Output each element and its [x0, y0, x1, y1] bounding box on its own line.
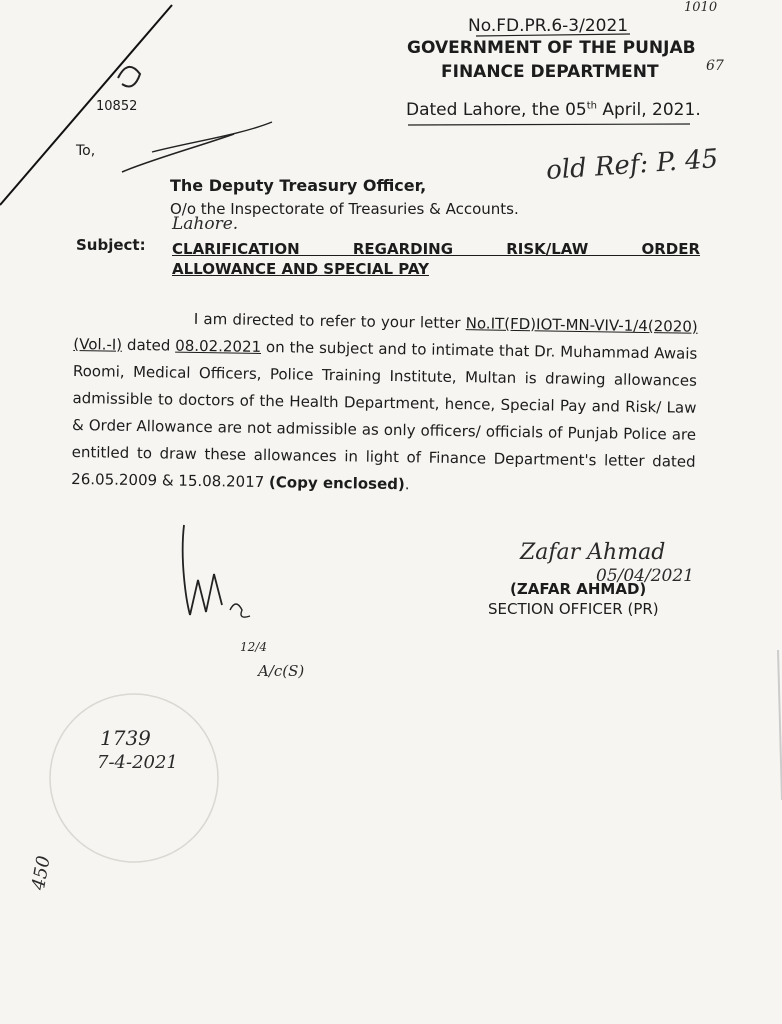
pen-stroke: [122, 134, 234, 172]
addressee-office: O/o the Inspectorate of Treasuries & Accounts.: [170, 200, 519, 218]
diary-stamp-number: 1739: [100, 726, 151, 750]
letter-body: [71, 304, 698, 503]
diagonal-fold-line: [0, 5, 172, 205]
letter-number: No.FD.PR.6-3/2021: [468, 16, 629, 36]
subject-line-2: ALLOWANCE AND SPECIAL PAY: [172, 260, 429, 278]
signature-date: 05/04/2021: [596, 566, 694, 586]
side-mark: 67: [706, 58, 724, 74]
officer-name: (ZAFAR AHMAD): [510, 580, 647, 598]
initials-scribble: [183, 525, 222, 615]
diary-stamp-date: 7-4-2021: [97, 752, 178, 773]
dated-line: Dated Lahore, the 05th April, 2021.: [406, 100, 701, 120]
subject-label: Subject:: [76, 236, 146, 254]
pen-stroke-2: [152, 122, 272, 152]
corner-note: 1010: [684, 0, 718, 15]
officer-designation: SECTION OFFICER (PR): [488, 600, 659, 618]
signature-scribble: Zafar Ahmad: [520, 540, 666, 565]
old-reference-note: old Ref: P. 45: [545, 144, 720, 186]
to-label: To,: [76, 143, 96, 159]
faint-stamp-circle: [50, 694, 218, 862]
handwritten-date-note: 12/4: [240, 640, 267, 654]
diary-number: 10852: [96, 99, 138, 114]
stamp-fragment: [118, 67, 140, 87]
corner-number: 450: [28, 854, 55, 892]
reference-letter-number: No.IT(FD)IOT-MN-VIV-1/4(2020)(Vol.-I): [73, 314, 698, 354]
page-edge: [778, 650, 782, 800]
reference-date: 08.02.2021: [175, 336, 262, 356]
department-title: FINANCE DEPARTMENT: [441, 62, 659, 82]
copy-enclosed-note: (Copy enclosed): [268, 473, 405, 494]
date-underline: [408, 124, 690, 125]
initials-scribble-2: [230, 604, 250, 617]
addressee-city: Lahore.: [172, 214, 239, 234]
handwritten-code-note: A/c(S): [258, 662, 305, 680]
subject-line-1: CLARIFICATION REGARDING RISK/LAW ORDER: [172, 240, 700, 258]
body-paragraph: I am directed to refer to your letter No.IT(FD)IOT-MN-VIV-1/4(2020)(Vol.-I) dated 08.02.2021 on the subject and to intimate that Dr. Muhammad Awais Roomi, Medical Officers, Police Training Institute, Multan is drawing allowances admissible to doctors of the Health Department, hence, Special Pay and Risk/ Law & Order Allowance are not admissible as only officers/ officials of Punjab Police are entitled to draw these allowances in light of Finance Department's letter dated 26.05.2009 & 15.08.2017 (Copy enclosed).: [71, 309, 698, 494]
government-title: GOVERNMENT OF THE PUNJAB: [407, 38, 696, 58]
addressee-title: The Deputy Treasury Officer,: [170, 176, 427, 195]
